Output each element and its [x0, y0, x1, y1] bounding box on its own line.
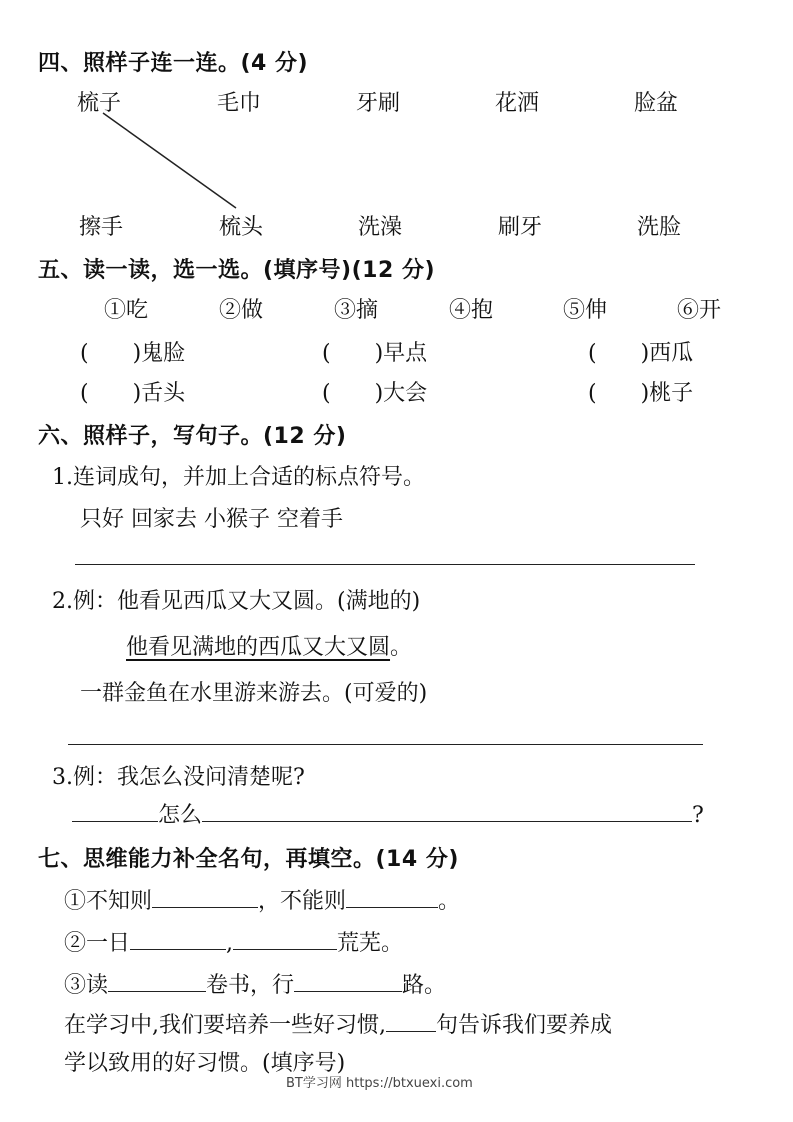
proverb-1-part-b: ，不能则: [258, 889, 347, 914]
paragraph-part-b: 句告诉我们要养成: [436, 1013, 613, 1038]
question-3-word: 怎么: [158, 803, 203, 828]
paragraph-line-1: [64, 1008, 612, 1039]
blank-3d[interactable]: [294, 973, 402, 992]
question-1: 1.连词成句，并加上合适的标点符号。: [52, 465, 425, 490]
option-6: ⑥开: [677, 298, 722, 323]
item-top-4: 花洒: [495, 91, 540, 116]
example-answer-period: 。: [390, 635, 413, 660]
footer-watermark: BT学习网 https://btxuexi.com: [286, 1076, 473, 1091]
question-3-answer-row: [72, 798, 704, 829]
proverb-2-part-c: 荒芜。: [337, 931, 404, 956]
section-5-heading: 五、读一读，选一选。(填序号)(12 分): [38, 258, 435, 283]
blank-1b[interactable]: [346, 889, 438, 908]
option-5: ⑤伸: [563, 298, 608, 323]
question-3-qmark: ?: [692, 803, 704, 828]
question-2-task: 一群金鱼在水里游来游去。(可爱的): [80, 681, 428, 706]
question-2-example-answer: [126, 630, 412, 661]
proverb-3-part-a: ③读: [64, 973, 109, 998]
proverb-1-part-c: 。: [438, 889, 461, 914]
blank-3b[interactable]: [202, 803, 692, 822]
item-top-1: 梳子: [77, 91, 122, 116]
item-bottom-4: 刷牙: [498, 215, 543, 240]
proverb-2-part-a: ②一日: [64, 931, 131, 956]
item-bottom-1: 擦手: [79, 215, 124, 240]
fill-blank-1[interactable]: ( )鬼脸: [80, 341, 186, 366]
proverb-1-part-a: ①不知则: [64, 889, 153, 914]
question-1-words: 只好 回家去 小猴子 空着手: [80, 507, 343, 532]
blank-2b[interactable]: [233, 931, 337, 950]
question-3: 3.例：我怎么没问清楚呢?: [52, 765, 305, 790]
item-bottom-2: 梳头: [219, 215, 264, 240]
blank-3c[interactable]: [108, 973, 206, 992]
item-bottom-3: 洗澡: [358, 215, 403, 240]
proverb-2-part-b: ,: [226, 931, 234, 956]
example-answer-underlined: 他看见满地的西瓜又大又圆: [126, 635, 391, 660]
blank-1a[interactable]: [152, 889, 258, 908]
proverb-3-part-c: 路。: [402, 973, 447, 998]
fill-blank-2[interactable]: ( )早点: [322, 341, 428, 366]
section-4-heading: 四、照样子连一连。(4 分): [38, 51, 309, 76]
paragraph-line-2: 学以致用的好习惯。(填序号): [64, 1051, 346, 1076]
fill-blank-5[interactable]: ( )大会: [322, 381, 428, 406]
proverb-line-2: [64, 926, 403, 957]
question-2: 2.例：他看见西瓜又大又圆。(满地的): [52, 589, 421, 614]
item-bottom-5: 洗脸: [637, 215, 682, 240]
item-top-2: 毛巾: [217, 91, 262, 116]
paragraph-part-a: 在学习中,我们要培养一些好习惯,: [64, 1013, 386, 1038]
option-3: ③摘: [334, 298, 379, 323]
fill-blank-3[interactable]: ( )西瓜: [588, 341, 694, 366]
section-7-heading: 七、思维能力补全名句，再填空。(14 分): [38, 847, 459, 872]
proverb-3-part-b: 卷书，行: [206, 973, 295, 998]
answer-line-2[interactable]: [68, 744, 703, 745]
fill-blank-4[interactable]: ( )舌头: [80, 381, 186, 406]
section-6-heading: 六、照样子，写句子。(12 分): [38, 424, 347, 449]
answer-line-1[interactable]: [75, 564, 695, 565]
proverb-line-1: [64, 884, 460, 915]
option-4: ④抱: [449, 298, 494, 323]
option-2: ②做: [219, 298, 264, 323]
item-top-3: 牙刷: [356, 91, 401, 116]
fill-blank-6[interactable]: ( )桃子: [588, 381, 694, 406]
item-top-5: 脸盆: [634, 91, 679, 116]
option-1: ①吃: [104, 298, 149, 323]
blank-3a[interactable]: [72, 803, 158, 822]
proverb-line-3: [64, 968, 446, 999]
blank-paragraph[interactable]: [386, 1013, 436, 1032]
blank-2a[interactable]: [130, 931, 226, 950]
